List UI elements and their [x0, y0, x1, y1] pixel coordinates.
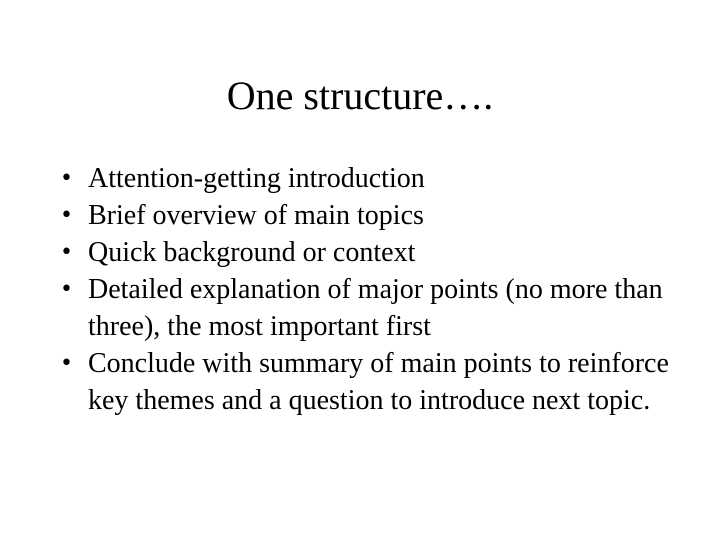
- bullet-dot-icon: •: [60, 240, 73, 265]
- bullet-dot-icon: •: [60, 166, 73, 191]
- bullet-text: Conclude with summary of main points to reinforce key themes and a question to introduce next topic.: [88, 348, 669, 416]
- bullet-item: [60, 345, 680, 419]
- bullet-list: [60, 160, 680, 419]
- bullet-dot-icon: •: [60, 277, 73, 302]
- bullet-item: [60, 234, 680, 271]
- bullet-item: [60, 271, 680, 345]
- bullet-text: Detailed explanation of major points (no more than three), the most important first: [88, 274, 663, 342]
- bullet-dot-icon: •: [60, 351, 73, 376]
- bullet-text: Brief overview of main topics: [88, 200, 424, 231]
- slide-title: One structure….: [226, 73, 494, 118]
- bullet-text: Quick background or context: [88, 237, 416, 268]
- bullet-text: Attention-getting introduction: [88, 163, 425, 194]
- bullet-item: [60, 160, 680, 197]
- bullet-dot-icon: •: [60, 203, 73, 228]
- bullet-item: [60, 197, 680, 234]
